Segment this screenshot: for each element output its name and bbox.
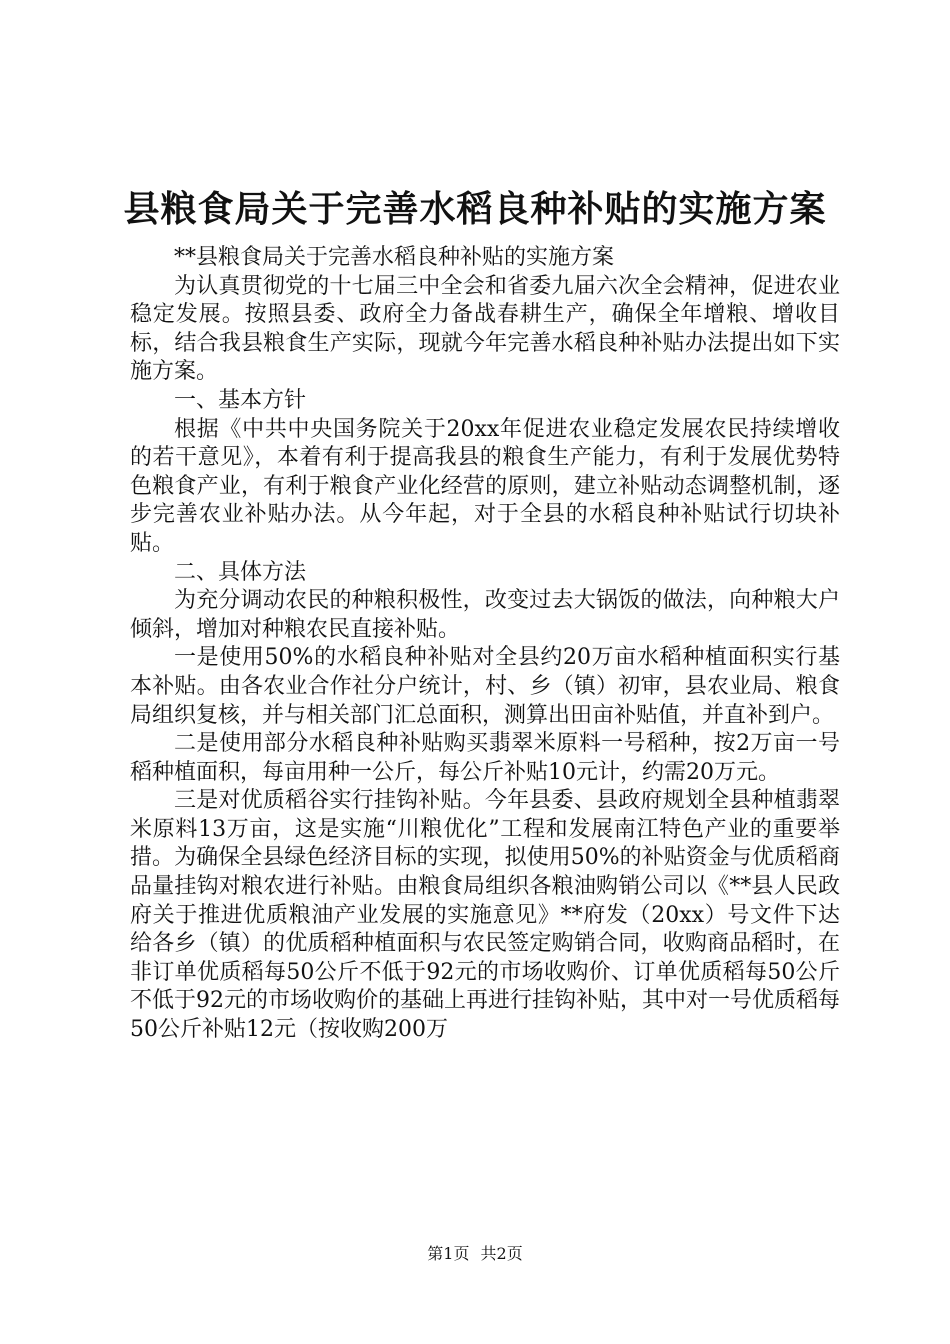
paragraph-subtitle: **县粮食局关于完善水稻良种补贴的实施方案 [174, 245, 615, 270]
section-heading-basic-policy: 一、基本方针 [174, 387, 307, 413]
paragraph-method-two: 二是使用部分水稻良种补贴购买翡翠米原料一号稻种，按2万亩一号稻种植面积，每亩用种一公斤，每公斤补贴10元计，约需20万元。 [130, 731, 840, 785]
paragraph-basic-policy: 根据《中共中央国务院关于20xx年促进农业稳定发展农民持续增收的若干意见》，本着有利于提高我县的粮食生产能力，有利于发展优势特色粮食产业，有利于粮食产业化经营的原则，建立补贴动态调整机制，逐步完善农业补贴办法。从今年起，对于全县的水稻良种补贴试行切块补贴。 [130, 416, 840, 556]
document-title: 县粮食局关于完善水稻良种补贴的实施方案 [123, 188, 827, 230]
document-body [130, 244, 840, 1045]
page-total: 共2页 [480, 1244, 523, 1263]
paragraph-methods-intro: 为充分调动农民的种粮积极性，改变过去大锅饭的做法，向种粮大户倾斜，增加对种粮农民直接补贴。 [130, 588, 840, 642]
paragraph-method-one: 一是使用50%的水稻良种补贴对全县约20万亩水稻种植面积实行基本补贴。由各农业合作社分户统计，村、乡（镇）初审，县农业局、粮食局组织复核，并与相关部门汇总面积，测算出田亩补贴值，并直补到户。 [130, 645, 840, 728]
paragraph-method-three: 三是对优质稻谷实行挂钩补贴。今年县委、县政府规划全县种植翡翠米原料13万亩，这是实施“川粮优化”工程和发展南江特色产业的重要举措。为确保全县绿色经济目标的实现，拟使用50%的补贴资金与优质稻商品量挂钩对粮农进行补贴。由粮食局组织各粮油购销公司以《**县人民政府关于推进优质粮油产业发展的实施意见》**府发（20xx）号文件下达给各乡（镇）的优质稻种植面积与农民签定购销合同，收购商品稻时，在非订单优质稻每50公斤不低于92元的市场收购价、订单优质稻每50公斤不低于92元的市场收购价的基础上再进行挂钩补贴，其中对一号优质稻每50公斤补贴12元（按收购200万 [130, 788, 840, 1043]
page-number: 第1页 [427, 1244, 470, 1263]
paragraph-intro: 为认真贯彻党的十七届三中全会和省委九届六次全会精神，促进农业稳定发展。按照县委、政府全力备战春耕生产，确保全年增粮、增收目标，结合我县粮食生产实际，现就今年完善水稻良种补贴办法提出如下实施方案。 [130, 273, 840, 385]
page-footer [0, 1244, 950, 1264]
section-heading-specific-methods: 二、具体方法 [174, 559, 307, 585]
